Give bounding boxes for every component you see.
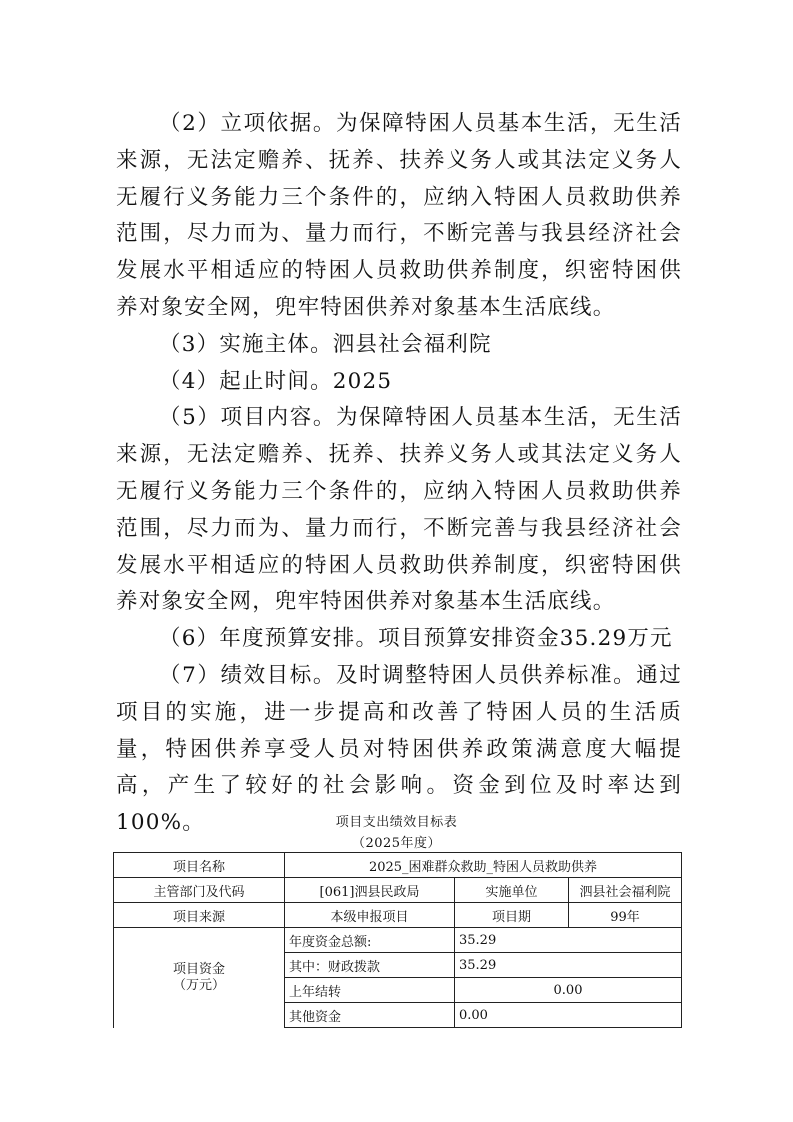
period-label: 项目期 <box>455 903 569 928</box>
table-row <box>114 878 682 903</box>
source-label: 项目来源 <box>114 903 285 928</box>
paragraph-goal: （7）绩效目标。及时调整特困人员供养标准。通过项目的实施，进一步提高和改善了特困人员的生活质量，特困供养享受人员对特困供养政策满意度大幅提高，产生了较好的社会影响。资金到位及时率达到100%。 <box>116 662 682 836</box>
project-name-value: 2025_困难群众救助_特困人员救助供养 <box>285 853 682 878</box>
table-row <box>114 853 682 878</box>
table-title: 项目支出绩效目标表 <box>335 815 458 830</box>
funds-label-cell <box>114 928 285 1028</box>
paragraph-basis: （2）立项依据。为保障特困人员基本生活，无生活来源，无法定赡养、抚养、扶养义务人或其法定义务人无履行义务能力三个条件的，应纳入特困人员救助供养范围，尽力而为、量力而行，不断完善与我县经济社会发展水平相适应的特困人员救助供养制度，织密特困供养对象安全网，兜牢特困供养对象基本生活底线。 <box>116 111 682 320</box>
table-year: （2025年度） <box>351 836 442 851</box>
other-funds-value: 0.00 <box>455 1003 682 1028</box>
carryover-label: 上年结转 <box>285 978 455 1003</box>
carryover-value: 0.00 <box>455 978 682 1003</box>
other-funds-label: 其他资金 <box>285 1003 455 1028</box>
source-value: 本级申报项目 <box>285 903 455 928</box>
annual-total-label: 年度资金总额: <box>285 928 455 953</box>
department-value: [061]泗县民政局 <box>285 878 455 903</box>
fiscal-value: 35.29 <box>455 953 682 978</box>
table-row <box>114 903 682 928</box>
paragraph-budget: （6）年度预算安排。项目预算安排资金35.29万元 <box>159 626 673 652</box>
unit-label: 实施单位 <box>455 878 569 903</box>
funds-unit: （万元） <box>172 977 225 993</box>
performance-goal-table <box>113 852 682 1028</box>
department-label: 主管部门及代码 <box>114 878 285 903</box>
annual-total-value: 35.29 <box>455 928 682 953</box>
table-row <box>114 928 682 953</box>
body-text <box>116 106 682 842</box>
paragraph-period: （4）起止时间。2025 <box>159 368 393 394</box>
unit-value: 泗县社会福利院 <box>569 878 682 903</box>
period-value: 99年 <box>569 903 682 928</box>
project-name-label: 项目名称 <box>114 853 285 878</box>
fiscal-label: 其中：财政拨款 <box>285 953 455 978</box>
paragraph-content: （5）项目内容。为保障特困人员基本生活，无生活来源，无法定赡养、抚养、扶养义务人或其法定义务人无履行义务能力三个条件的，应纳入特困人员救助供养范围，尽力而为、量力而行，不断完善与我县经济社会发展水平相适应的特困人员救助供养制度，织密特困供养对象安全网，兜牢特困供养对象基本生活底线。 <box>116 405 682 615</box>
paragraph-implementer: （3）实施主体。泗县社会福利院 <box>159 331 492 357</box>
funds-label: 项目资金 <box>172 961 225 977</box>
